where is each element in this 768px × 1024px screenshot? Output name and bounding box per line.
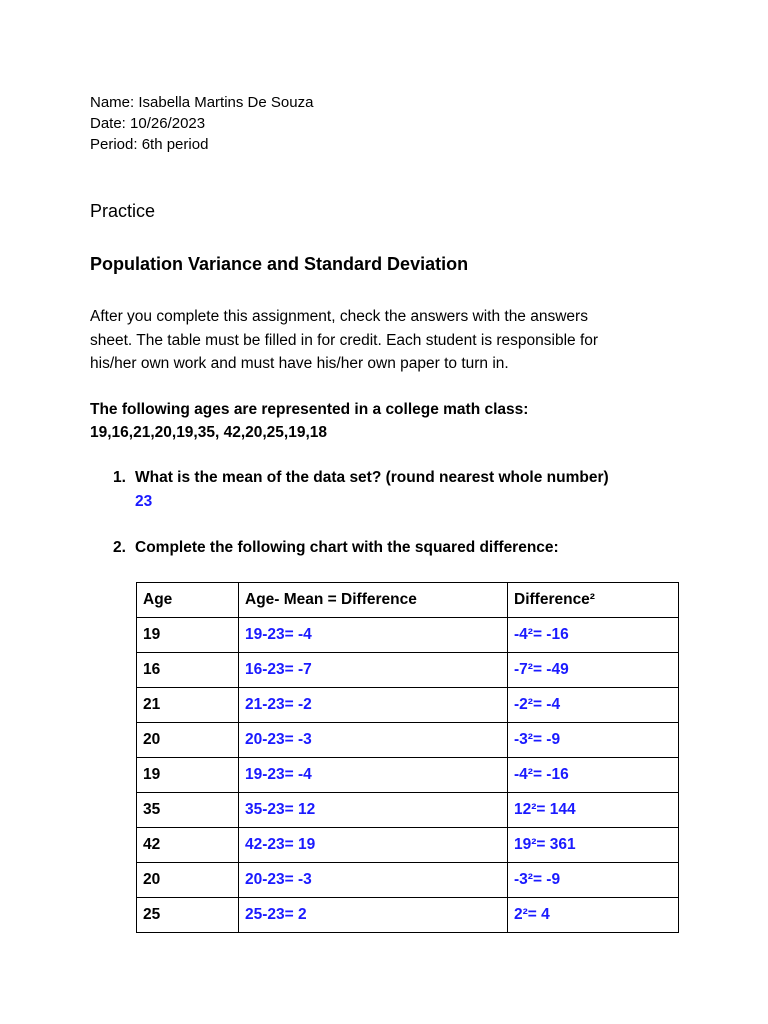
difference-cell: 20-23= -3 xyxy=(239,723,508,758)
table-row xyxy=(137,793,679,828)
question-text: Complete the following chart with the squared difference: xyxy=(135,539,559,556)
instructions-paragraph xyxy=(90,305,690,376)
dataset-block xyxy=(90,398,528,444)
age-cell: 35 xyxy=(137,793,239,828)
question-1-answer: 23 xyxy=(135,493,153,510)
instructions-line: After you complete this assignment, check the answers with the answers xyxy=(90,308,588,325)
question-number: 2. xyxy=(113,539,126,556)
age-cell: 16 xyxy=(137,653,239,688)
table-row xyxy=(137,828,679,863)
age-cell: 21 xyxy=(137,688,239,723)
squared-difference-cell: -3²= -9 xyxy=(508,723,679,758)
table-header-row xyxy=(137,583,679,618)
squared-difference-cell: -2²= -4 xyxy=(508,688,679,723)
question-2 xyxy=(113,536,559,559)
dataset-values: 19,16,21,20,19,35, 42,20,25,19,18 xyxy=(90,424,328,441)
table-row xyxy=(137,723,679,758)
squared-difference-cell: -3²= -9 xyxy=(508,863,679,898)
instructions-line: sheet. The table must be filled in for credit. Each student is responsible for xyxy=(90,331,599,349)
squared-difference-cell: -4²= -16 xyxy=(508,618,679,653)
table-row xyxy=(137,898,679,933)
age-cell: 19 xyxy=(137,758,239,793)
table-row xyxy=(137,653,679,688)
worksheet-title: Population Variance and Standard Deviation xyxy=(90,254,469,274)
table-row xyxy=(137,618,679,653)
age-cell: 25 xyxy=(137,898,239,933)
question-number: 1. xyxy=(113,469,126,486)
difference-cell: 35-23= 12 xyxy=(239,793,508,828)
squared-difference-cell: 12²= 144 xyxy=(508,793,679,828)
header-age: Age xyxy=(137,583,239,618)
student-name: Name: Isabella Martins De Souza xyxy=(90,94,314,111)
squared-difference-cell: -4²= -16 xyxy=(508,758,679,793)
squared-difference-cell: 19²= 361 xyxy=(508,828,679,863)
header-squared-difference: Difference² xyxy=(508,583,679,618)
table-row xyxy=(137,863,679,898)
age-cell: 20 xyxy=(137,863,239,898)
difference-cell: 21-23= -2 xyxy=(239,688,508,723)
question-text: What is the mean of the data set? (round nearest whole number) xyxy=(135,469,609,486)
squared-difference-cell: -7²= -49 xyxy=(508,653,679,688)
difference-cell: 20-23= -3 xyxy=(239,863,508,898)
table-row xyxy=(137,688,679,723)
header-difference: Age- Mean = Difference xyxy=(239,583,508,618)
difference-cell: 19-23= -4 xyxy=(239,618,508,653)
age-cell: 20 xyxy=(137,723,239,758)
section-label: Practice xyxy=(90,201,156,221)
question-1 xyxy=(113,466,609,489)
difference-cell: 16-23= -7 xyxy=(239,653,508,688)
instructions-line: his/her own work and must have his/her own paper to turn in. xyxy=(90,355,509,372)
student-header xyxy=(90,92,313,155)
age-cell: 19 xyxy=(137,618,239,653)
assignment-date: Date: 10/26/2023 xyxy=(90,115,206,132)
squared-difference-table xyxy=(136,582,679,933)
table-row xyxy=(137,758,679,793)
class-period: Period: 6th period xyxy=(90,136,209,153)
dataset-heading: The following ages are represented in a college math class: xyxy=(90,401,529,418)
difference-cell: 25-23= 2 xyxy=(239,898,508,933)
age-cell: 42 xyxy=(137,828,239,863)
difference-cell: 19-23= -4 xyxy=(239,758,508,793)
difference-cell: 42-23= 19 xyxy=(239,828,508,863)
squared-difference-cell: 2²= 4 xyxy=(508,898,679,933)
